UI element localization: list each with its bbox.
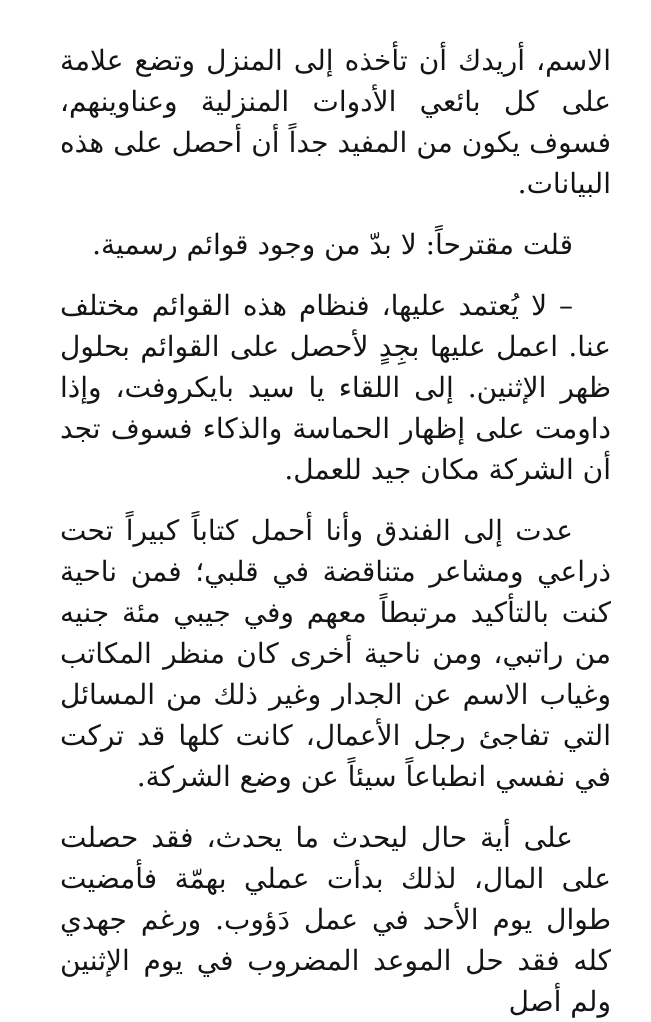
paragraph-official-lists: قلت مقترحاً: لا بدّ من وجود قوائم رسمية. xyxy=(92,228,573,261)
paragraph-dialogue-reply: – لا يُعتمد عليها، فنظام هذه القوائم مختلف عنا. اعمل عليها بجِدٍ لأحصل على القوائم بحلول ظهر الإثنين. إلى اللقاء يا سيد بايكروفت، وإذا داومت على إظهار الحماسة والذكاء فسوف تجد أن الشركة مكان جيد للعمل. xyxy=(60,289,611,486)
paragraph-return-to-hotel: عدت إلى الفندق وأنا أحمل كتاباً كبيراً تحت ذراعي ومشاعر متناقضة في قلبي؛ فمن ناحية كنت بالتأكيد مرتبطاً معهم وفي جيبي مئة جنيه من راتبي، ومن ناحية أخرى كان منظر المكاتب وغياب الاسم عن الجدار وغير ذلك من المسائل التي تفاجئ رجل الأعمال، كانت كلها قد تركت في نفسي انطباعاً سيئاً عن وضع الشركة. xyxy=(60,514,611,793)
paragraph-list-instructions: الاسم، أريدك أن تأخذه إلى المنزل وتضع علامة على كل بائعي الأدوات المنزلية وعناوينهم، فسوف يكون من المفيد جداً أن أحصل على هذه البيانات. xyxy=(60,44,611,200)
paragraph-began-work: على أية حال ليحدث ما يحدث، فقد حصلت على المال، لذلك بدأت عملي بهمّة فأمضيت طوال يوم الأحد في عمل دَؤوب. ورغم جهدي كله فقد حل الموعد المضروب في يوم الإثنين ولم أصل xyxy=(60,821,611,1018)
book-page xyxy=(60,40,611,1018)
